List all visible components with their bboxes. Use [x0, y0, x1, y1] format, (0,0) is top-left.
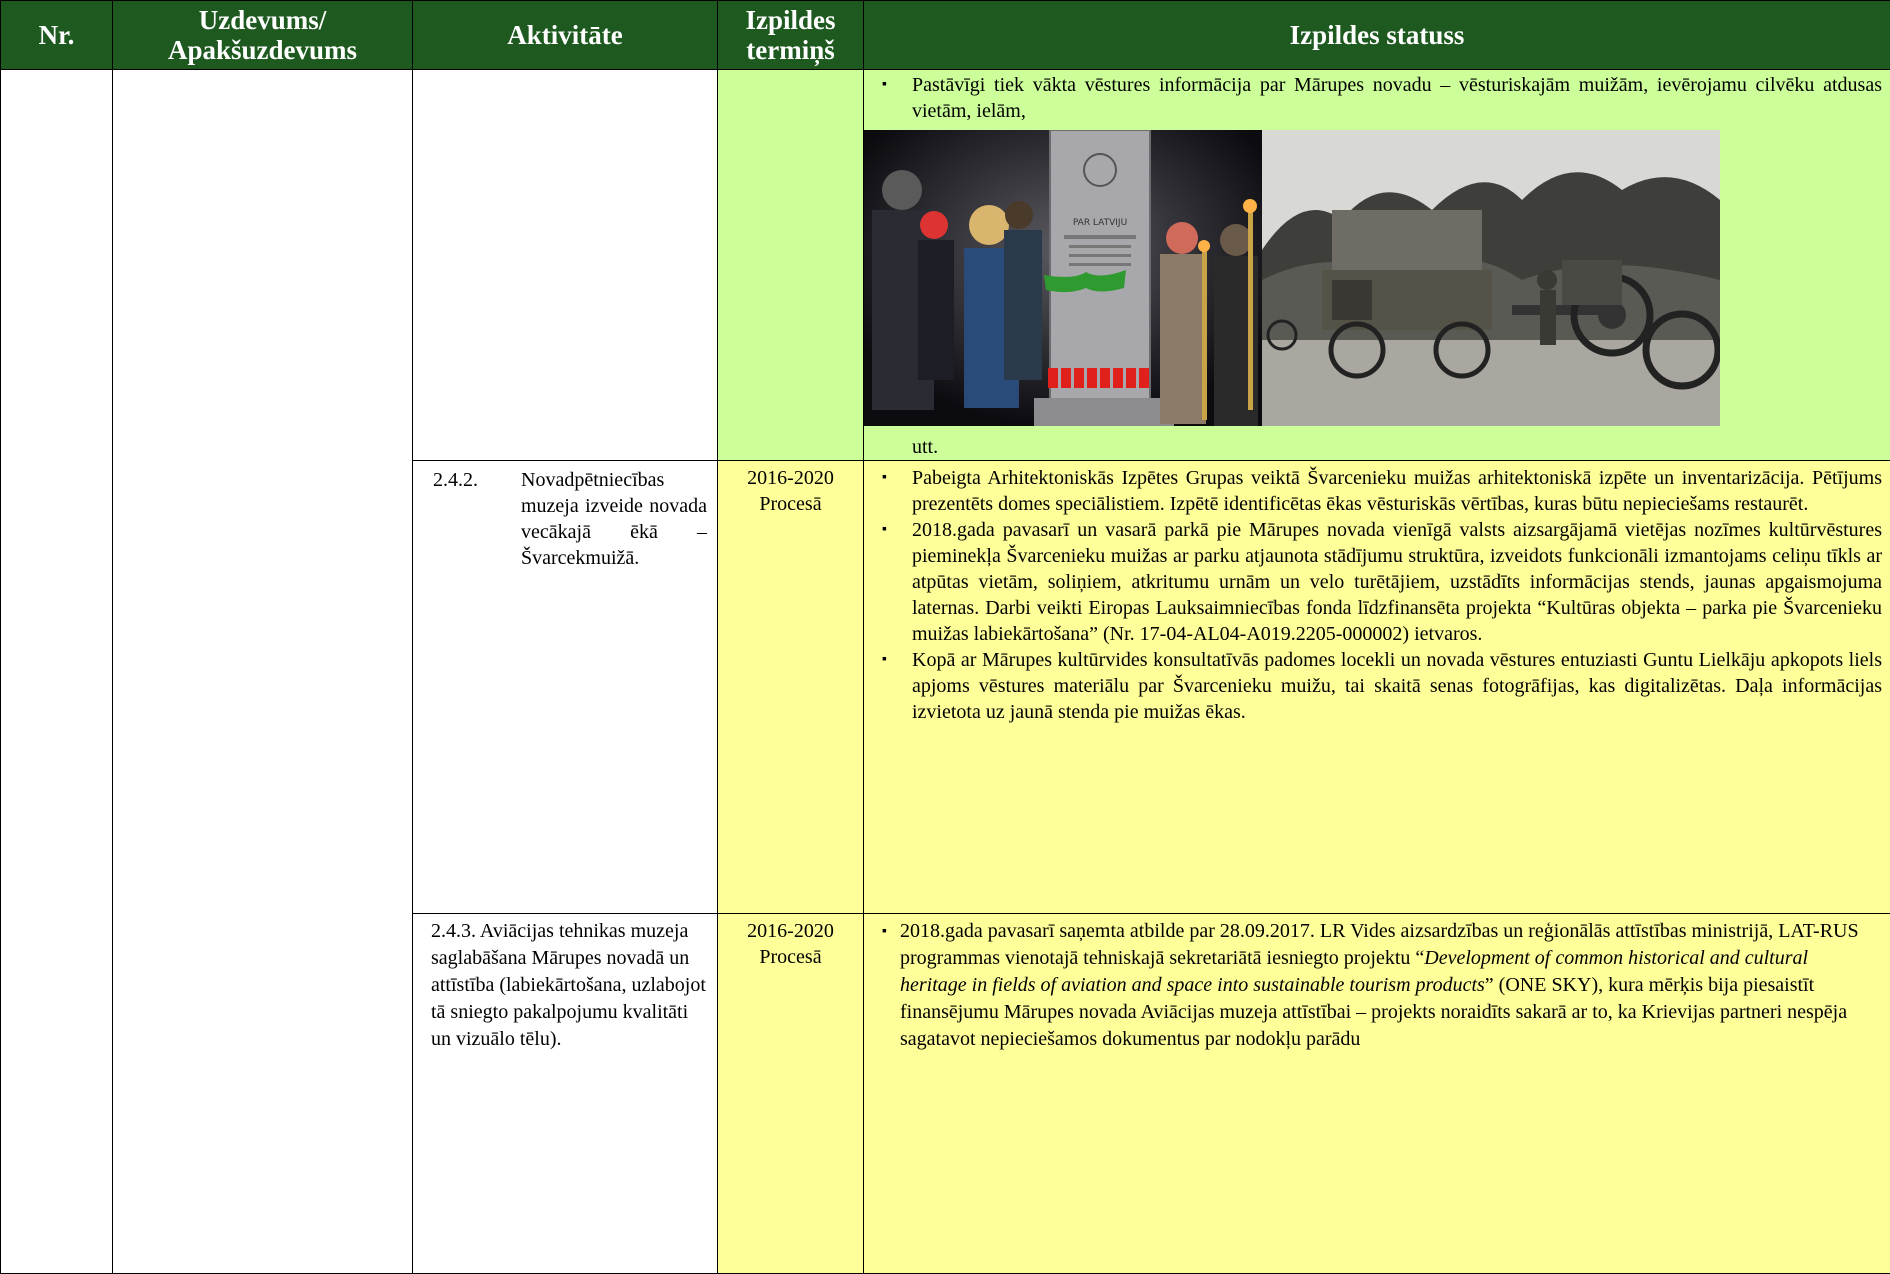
status-list [864, 461, 1890, 725]
deadline-242 [718, 461, 863, 517]
status-text-part1: 2018.gada pavasarī saņemta atbilde par 28.09.2017. LR Vides aizsardzības un reģionālās attīstības ministrijā, LAT-RUS programmas vienotajā tehniskajā sekretariātā iesniegto projektu “ [900, 920, 1859, 969]
header-nr: Nr. [1, 1, 113, 70]
status-text-part2: ” (ONE SKY), kura mērķis bija piesaistīt finansējumu Mārupes novada Aviācijas muzeja attīstībai – projekts noraidīts sakarā ar to, ka Krievijas partneri nespēja sagatavot nepieciešamos dokumentus par nodokļu parādu [900, 974, 1847, 1050]
photo-strip [864, 130, 1890, 426]
project-title-italic: Development of common historical and cultural heritage in fields of aviation and space into sustainable tourism products [900, 947, 1808, 996]
header-task [113, 1, 413, 70]
list-item: ▪ 2018.gada pavasarī un vasarā parkā pie Mārupes novada vienīgā valsts aizsargājamā vietējas nozīmes kultūrvēstures pieminekļa Švarcenieku muižas ar parku atjaunota stādījumu struktūra, izveidots funkcionāli izmantojams celiņu tīkls ar atpūtas vietām, soliņiem, atkritumu urnām un velo turētājiem, uzstādīts informācijas stends, jaunas apgaismojuma laternas. Darbi veikti Eiropas Lauksaimniecības fonda līdzfinansēta projekta “Kultūras objekta – parka pie Švarcenieku muižas labiekārtošana” (Nr. 17-04-AL04-A019.2205-000002) ietvaros. [912, 517, 1882, 647]
status-tail-text: utt. [864, 426, 1890, 460]
header-activity: Aktivitāte [413, 1, 718, 70]
cell-activity-242 [413, 461, 718, 914]
list-item: ▪ Pabeigta Arhitektoniskās Izpētes Grupas veiktā Švarcenieku muižas arhitektoniskā izpēte un inventarizācija. Pētījums prezentēts domes speciālistiem. Izpētē identificētas ēkas vēsturiskās vērtības, kuras būtu nepieciešams restaurēt. [912, 465, 1882, 517]
activity-number: 2.4.2. [433, 467, 521, 571]
cell-status-history [864, 70, 1890, 461]
activity-text: Novadpētniecības muzeja izveide novada vecākajā ēkā – Švarcekmuižā. [521, 467, 707, 571]
cell-activity-empty [413, 70, 718, 461]
cell-deadline-243 [718, 914, 864, 1274]
monument-ceremony-photo [864, 130, 1262, 426]
cell-status-243 [864, 914, 1890, 1274]
historic-machinery-photo [1262, 130, 1720, 426]
deadline-years: 2016-2020 [718, 465, 863, 491]
list-item [900, 918, 1876, 1053]
header-task-line2: Apakšuzdevums [113, 35, 412, 65]
list-item: ▪ Kopā ar Mārupes kultūrvides konsultatīvās padomes locekli un novada vēstures entuziasti Guntu Lielkāju apkopots liels apjoms vēstures materiālu par Švarcenieku muižu, tai skaitā senas fotogrāfijas, kas digitalizētas. Daļa informācijas izvietota uz jaunā stenda pie muižas ēkas. [912, 647, 1882, 725]
cell-activity-243 [413, 914, 718, 1274]
monument-inscription: PAR LATVIJU [1073, 218, 1127, 228]
deadline-status: Procesā [718, 944, 863, 970]
list-item: ▪ Pastāvīgi tiek vākta vēstures informācija par Mārupes novadu – vēsturiskajām muižām, ievērojamu cilvēku atdusas vietām, ielām, [912, 72, 1882, 124]
cell-status-242 [864, 461, 1890, 914]
header-deadline-line2: termiņš [718, 35, 863, 65]
header-deadline-line1: Izpildes [718, 5, 863, 35]
historic-machinery-image [1262, 130, 1720, 426]
header-task-line1: Uzdevums/ [113, 5, 412, 35]
header-row [1, 1, 1890, 70]
header-deadline [718, 1, 864, 70]
cell-nr [1, 70, 113, 1274]
table-row [1, 70, 1890, 461]
cell-deadline-empty [718, 70, 864, 461]
activity-242 [413, 461, 717, 575]
deadline-years: 2016-2020 [718, 918, 863, 944]
activity-243: 2.4.3. Aviācijas tehnikas muzeja saglabāšana Mārupes novadā un attīstība (labiekārtošana, uzlabojot tā sniegto pakalpojumu kvalitāti un vizuālo tēlu). [413, 914, 717, 1053]
deadline-243 [718, 914, 863, 970]
cell-deadline-242 [718, 461, 864, 914]
cell-task [113, 70, 413, 1274]
header-status: Izpildes statuss [864, 1, 1890, 70]
deadline-status: Procesā [718, 491, 863, 517]
status-list [864, 914, 1890, 1053]
status-list [864, 70, 1890, 124]
monument-ceremony-image [864, 130, 1262, 426]
